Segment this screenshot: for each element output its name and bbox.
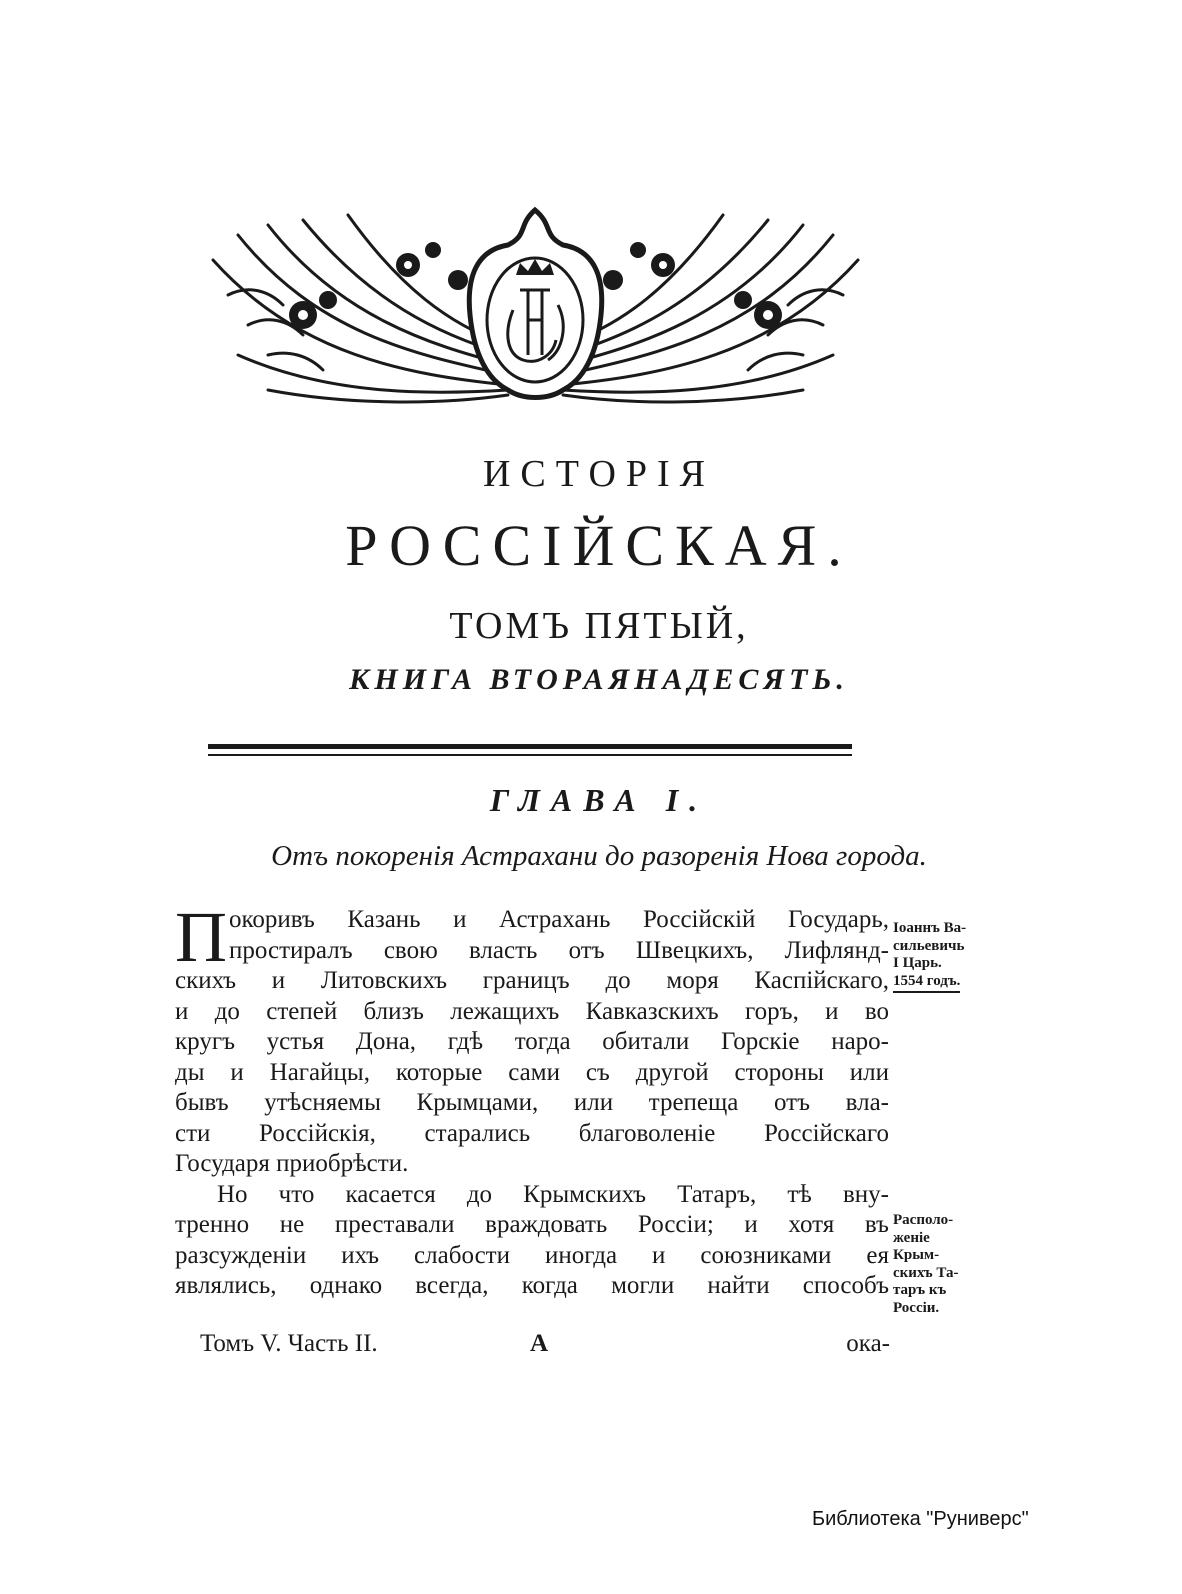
margin-note-line: женіе bbox=[893, 1229, 930, 1246]
drop-cap: П bbox=[175, 897, 227, 977]
text-line: разсужденіи ихъ слабости иногда и союзниками ея bbox=[175, 1241, 889, 1269]
divider-thin bbox=[208, 754, 852, 756]
title-history: ИСТОРІЯ bbox=[482, 453, 716, 495]
body-text bbox=[175, 897, 889, 1302]
text-line: бывъ утѣсняемы Крымцами, или трепеща отъ вла- bbox=[175, 1089, 889, 1116]
text-line: окоривъ Казань и Астрахань Россійскій Государь, bbox=[229, 906, 889, 933]
margin-note-ioann bbox=[893, 920, 993, 990]
text-line: Но что касается до Крымскихъ Татаръ, тѣ вну- bbox=[217, 1180, 889, 1208]
text-line: Государя приобрѣсти. bbox=[175, 1150, 409, 1177]
chapter-subtitle: Отъ покоренія Астрахани до разоренія Нова города. bbox=[271, 840, 927, 872]
text-line: кругъ устья Дона, гдѣ тогда обитали Горскіе наро- bbox=[175, 1028, 889, 1055]
margin-note-line: таръ къ bbox=[893, 1282, 947, 1298]
text-line: скихъ и Литовскихъ границъ до моря Каспійскаго, bbox=[175, 967, 889, 994]
margin-note-line: Іоаннъ Ва- bbox=[893, 920, 967, 936]
text-line: и до степей близъ лежащихъ Кавказскихъ горъ, и во bbox=[175, 997, 889, 1025]
text-line: простиралъ свою власть отъ Швецкихъ, Лифлянд- bbox=[229, 936, 889, 964]
ornament-vignette bbox=[208, 205, 863, 410]
page-footer bbox=[200, 1330, 890, 1364]
margin-note-line: скихъ Та- bbox=[893, 1264, 959, 1281]
text-line: сти Россійскія, старались благоволеніе Россійскаго bbox=[175, 1119, 889, 1147]
margin-note-line: Крым- bbox=[893, 1247, 940, 1263]
book-label: КНИГА ВТОРАЯНАДЕСЯТЬ. bbox=[349, 663, 849, 696]
margin-note-crimea bbox=[893, 1212, 993, 1317]
title-russian: РОССІЙСКАЯ. bbox=[345, 513, 853, 578]
divider-thick bbox=[208, 744, 852, 749]
chapter-title: ГЛАВА I. bbox=[489, 782, 709, 818]
library-watermark: Библиотека "Руниверс" bbox=[812, 1508, 1029, 1530]
catchword: ока- bbox=[846, 1330, 890, 1357]
margin-note-line: Располо- bbox=[893, 1212, 954, 1228]
volume-label: ТОМЪ ПЯТЫЙ, bbox=[449, 605, 749, 647]
margin-note-line: Россіи. bbox=[893, 1299, 940, 1316]
text-line: тренно не преставали враждовать Россіи; и хотя въ bbox=[175, 1211, 889, 1238]
margin-note-line: сильевичь bbox=[893, 937, 965, 954]
text-line: ды и Нагайцы, которые сами съ другой стороны или bbox=[175, 1058, 889, 1086]
signature-mark: A bbox=[530, 1330, 549, 1357]
volume-part-label: Томъ V. Часть II. bbox=[200, 1330, 378, 1357]
text-line: являлись, однако всегда, когда могли найти способъ bbox=[175, 1272, 889, 1299]
margin-note-year: 1554 годъ. bbox=[893, 973, 960, 993]
margin-note-line: I Царь. bbox=[893, 955, 942, 971]
